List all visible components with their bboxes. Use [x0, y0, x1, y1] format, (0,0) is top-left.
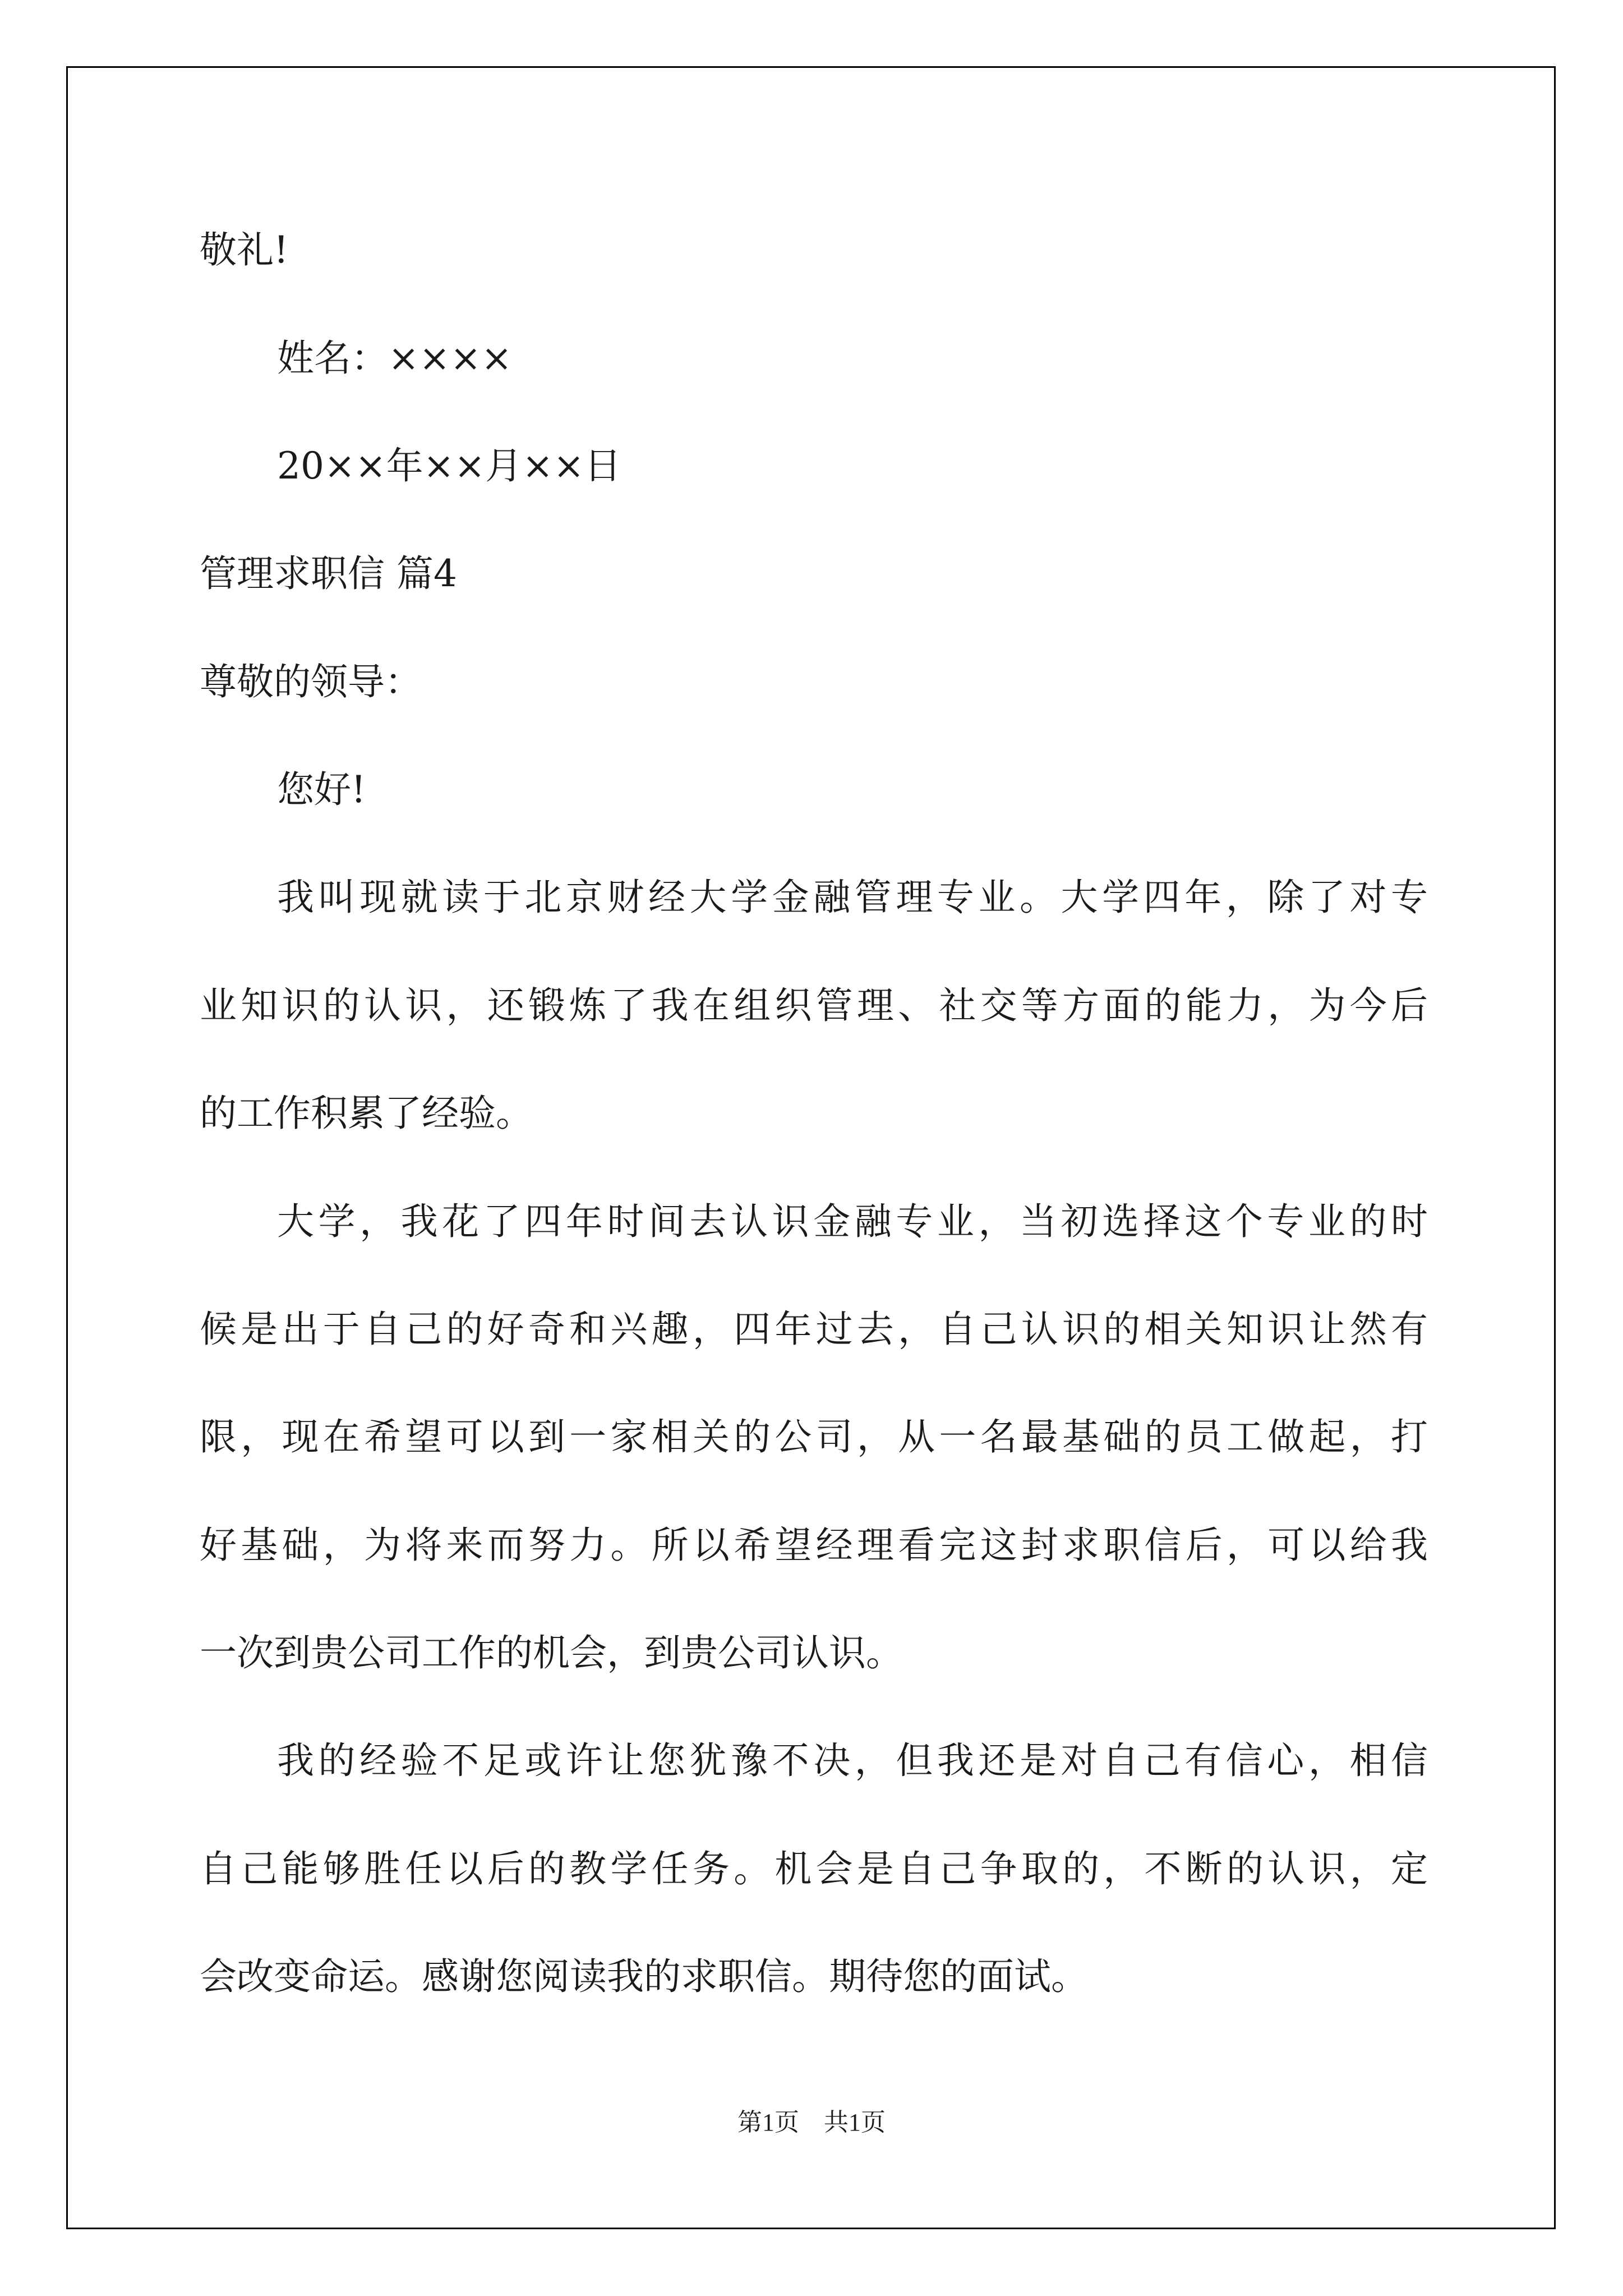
paragraph-3-line-3: 会改变命运。感谢您阅读我的求职信。期待您的面试。: [200, 1955, 1088, 1998]
greeting-line: 您好!: [277, 768, 366, 811]
paragraph-2-line-5: 一次到贵公司工作的机会，到贵公司认识。: [200, 1631, 903, 1674]
date-line: 20××年××月××日: [277, 444, 621, 487]
paragraph-1-line-1: 我叫现就读于北京财经大学金融管理专业。大学四年，除了对专: [277, 876, 1428, 919]
paragraph-2-line-3: 限，现在希望可以到一家相关的公司，从一名最基础的员工做起，打: [200, 1415, 1428, 1458]
paragraph-3-line-2: 自己能够胜任以后的教学任务。机会是自己争取的，不断的认识，定: [200, 1847, 1428, 1890]
page-border: [66, 66, 1556, 2229]
paragraph-2-line-2: 候是出于自己的好奇和兴趣，四年过去，自己认识的相关知识让然有: [200, 1308, 1428, 1351]
paragraph-1-line-3: 的工作积累了经验。: [200, 1092, 533, 1135]
paragraph-1-line-2: 业知识的认识，还锻炼了我在组织管理、社交等方面的能力，为今后: [200, 984, 1428, 1027]
page-footer: 第1页 共1页: [737, 2109, 886, 2136]
closing-line: 敬礼!: [200, 228, 289, 272]
name-line: 姓名：××××: [277, 337, 513, 380]
paragraph-2-line-4: 好基础，为将来而努力。所以希望经理看完这封求职信后，可以给我: [200, 1524, 1428, 1567]
paragraph-2-line-1: 大学，我花了四年时间去认识金融专业，当初选择这个专业的时: [277, 1200, 1428, 1243]
salutation-line: 尊敬的领导：: [200, 660, 422, 703]
section-heading: 管理求职信 篇4: [200, 552, 457, 595]
paragraph-3-line-1: 我的经验不足或许让您犹豫不决，但我还是对自己有信心，相信: [277, 1739, 1428, 1782]
